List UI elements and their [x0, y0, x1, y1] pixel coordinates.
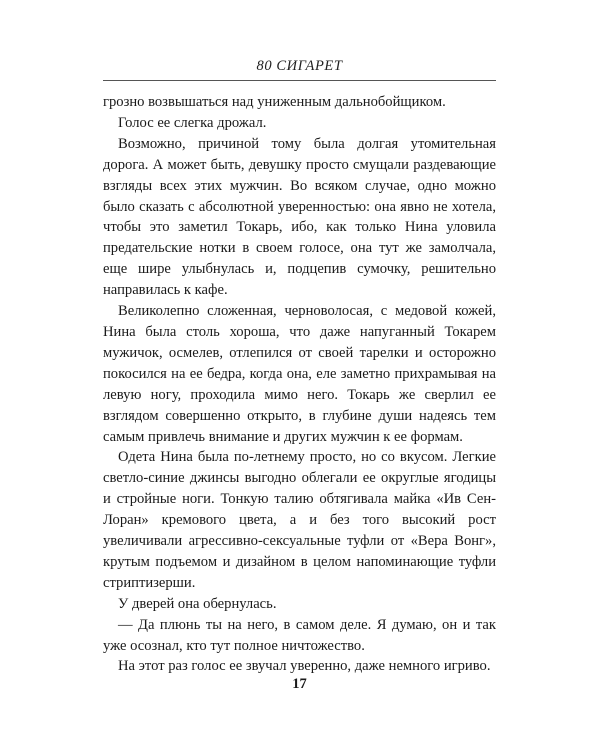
paragraph: У дверей она обернулась. [118, 595, 277, 612]
paragraph: Одета Нина была по-летнему просто, но со вкусом. Легкие светло-синие джинсы выгодно облегали ее округлые ягодицы и стройные ноги. Тонкую талию обтягивала майка «Ив Сен-Лоран» кремового цвета, а и без того высокий рост увеличивали агрессивно-сексуальные туфли от «Вера Вонг», крутым подъемом и дизайном в целом напоминающие туфли стриптизерши. [103, 449, 496, 591]
paragraph: — Да плюнь ты на него, в самом деле. Я думаю, он и так уже осознал, кто тут полное ничтожество. [103, 616, 496, 654]
page-number: 17 [292, 676, 307, 692]
paragraph: грозно возвышаться над униженным дальнобойщиком. [103, 94, 446, 110]
body-text [103, 92, 496, 677]
paragraph: Возможно, причиной тому была долгая утомительная дорога. А может быть, девушку просто смущали раздевающие взгляды всех этих мужчин. Во всяком случае, одно можно было сказать с абсолютной уверенностью: она явно не хотела, чтобы это заметил Токарь, ибо, как только Нина уловила предательские нотки в своем голосе, она тут же замолчала, еще шире улыбнулась и, подцепив сумочку, решительно направилась к кафе. [103, 135, 496, 299]
header-rule [103, 80, 496, 81]
running-head: 80 СИГАРЕТ [256, 58, 343, 74]
paragraph: Великолепно сложенная, черноволосая, с медовой кожей, Нина была столь хороша, что даже напуганный Токарем мужичок, осмелев, отлепился от своей тарелки и осторожно покосился на ее бедра, когда она, еле заметно прихрамывая на левую ногу, проходила мимо него. Токарь же сверлил ее взглядом совершенно открыто, в глубине души надеясь тем самым привлечь внимание и других мужчин к ее формам. [103, 303, 496, 445]
paragraph: Голос ее слегка дрожал. [118, 114, 267, 131]
paragraph: На этот раз голос ее звучал уверенно, даже немного игриво. [118, 658, 491, 675]
